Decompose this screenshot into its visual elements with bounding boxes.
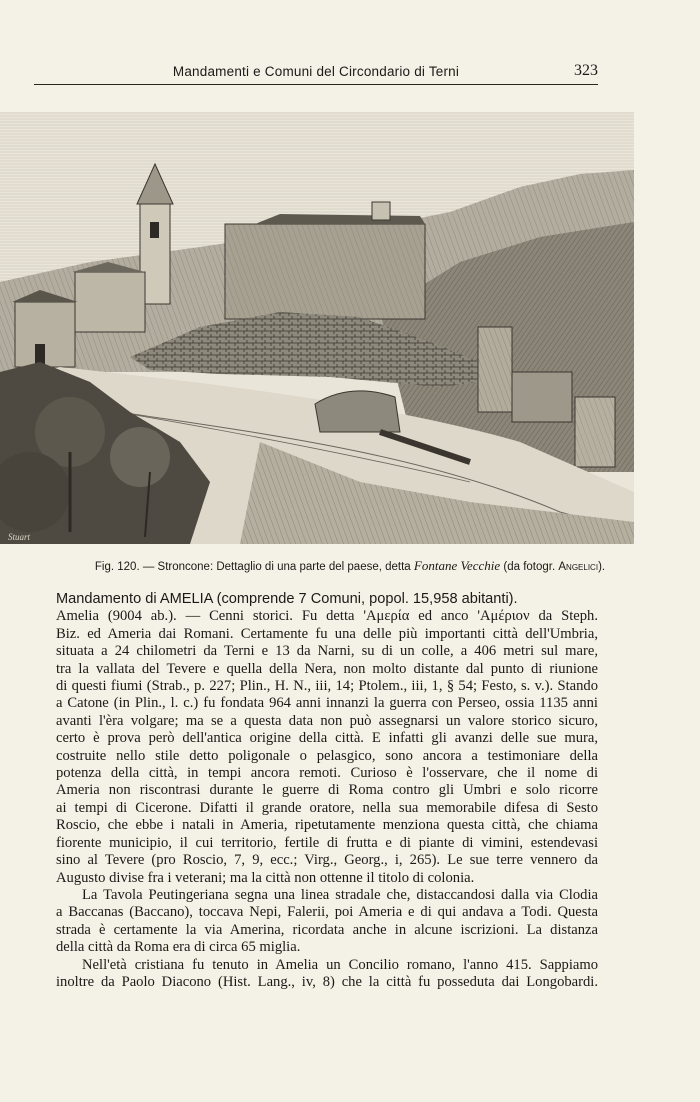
body-line: situata a 24 chilometri da Terni e 13 da Narni, su di un colle, a 406 metri sul mare, xyxy=(56,643,598,660)
caption-photographer: Angelici xyxy=(558,561,599,573)
engraving-illustration xyxy=(0,112,634,544)
body-line: Biz. ed Ameria dai Romani. Certamente fu una delle più importanti città dell'Umbria, xyxy=(56,625,598,642)
caption-prefix: Fig. 120. — Stroncone: Dettaglio di una parte del paese, detta xyxy=(94,561,411,573)
body-line: a Baccanas (Baccano), toccava Nepi, Falerii, poi Ameria e di qui andava a Todi. Questa xyxy=(56,904,598,921)
body-line: certo è prova però dell'antica origine della città. E infatti gli avanzi delle sue mura, xyxy=(56,730,598,747)
body-line: sino al Tevere (pro Roscio, 7, 9, ecc.; Virg., Georg., i, 265). Le sue terre vennero da xyxy=(56,852,598,869)
body-line: della città da Roma era di circa 65 miglia. xyxy=(56,939,301,956)
engraving-figure xyxy=(0,112,634,544)
body-line: costruite nello stile detto poligonale o pelasgico, sono ancora a testimoniare della xyxy=(56,747,598,764)
body-text xyxy=(56,591,598,991)
page-number: 323 xyxy=(574,62,598,79)
caption-mid: (da fotogr. xyxy=(503,561,556,573)
body-line: a Catone (in Plin., l. c.) fu fondata 964 anni innanzi la guerra con Perseo, ossia 1135 anni xyxy=(56,695,598,712)
body-line: strada è certamente la via Amerina, ricordata anche in alcune iscrizioni. La distanza xyxy=(56,921,598,938)
body-line: inoltre da Paolo Diacono (Hist. Lang., iv, 8) che la città fu posseduta dai Longobardi. xyxy=(56,973,598,990)
body-line: Roscio, che ebbe i natali in Ameria, ripetutamente menziona questa città, che chiama xyxy=(56,817,598,834)
running-title: Mandamenti e Comuni del Circondario di Terni xyxy=(172,64,460,79)
body-line: avanti l'èra volgare; ma se a questa data non può assegnarsi un valore storico sicuro, xyxy=(56,712,598,729)
body-line: tra la vallata del Tevere e quella della Nera, non molto distante dal punto di riunione xyxy=(56,660,598,677)
running-header xyxy=(34,62,598,85)
engraver-signature: Stuart xyxy=(8,532,31,542)
body-line: Ameria non riscontrasi durante le guerre di Roma contro gli Umbri e solo ricorre xyxy=(56,782,598,799)
body-line: Amelia (9004 ab.). — Cenni storici. Fu detta 'Αμερία ed anco 'Αμέριον da Steph. xyxy=(56,608,598,625)
body-line: fiorente municipio, il cui territorio, fertile di frutta e di piante di vimini, estendevasi xyxy=(56,834,598,851)
caption-italic: Fontane Vecchie xyxy=(413,558,501,573)
body-line: La Tavola Peutingeriana segna una linea stradale che, distaccandosi dalla via Clodia xyxy=(82,886,598,903)
body-line: Augusto divise fra i veterani; ma la città non ottenne il titolo di colonia. xyxy=(56,869,475,886)
caption-end: ). xyxy=(598,561,606,573)
body-line: Nell'età cristiana fu tenuto in Amelia un Concilio romano, l'anno 415. Sappiamo xyxy=(82,956,598,973)
body-line: potenza della città, in tempi ancora remoti. Curioso è l'osservare, che il nome di xyxy=(56,765,598,782)
body-line: ai tempi di Cicerone. Difatti il grande oratore, nella sua memorabile difesa di Sesto xyxy=(56,799,598,816)
section-heading: Mandamento di AMELIA (comprende 7 Comuni, popol. 15,958 abitanti). xyxy=(56,591,518,607)
figure-caption xyxy=(0,558,700,574)
body-line: di questi fiumi (Strab., p. 227; Plin., H. N., iii, 14; Ptolem., iii, 1, § 54; Festo, s. v.). Stando xyxy=(56,678,598,695)
